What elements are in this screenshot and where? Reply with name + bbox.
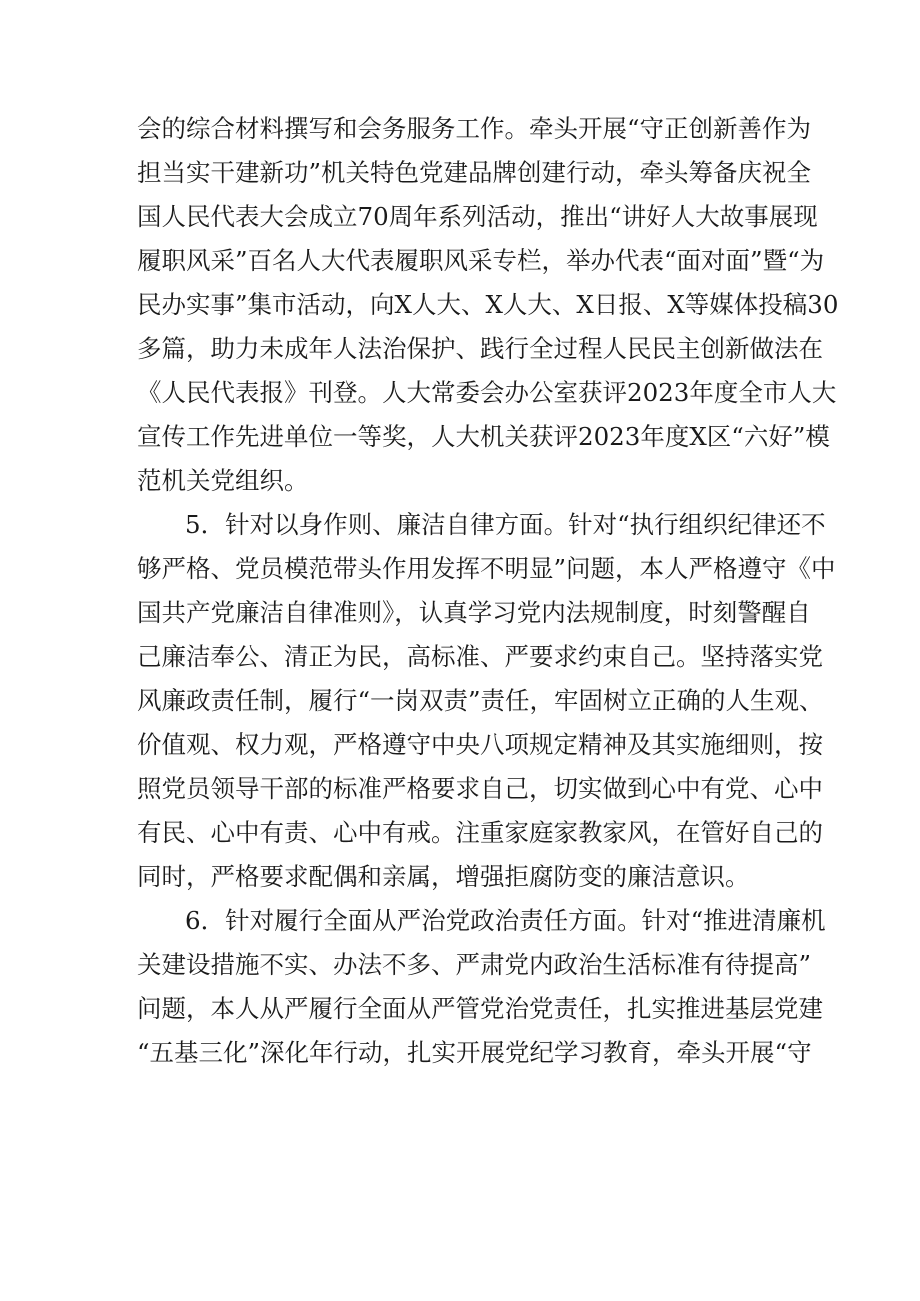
text-line-2: 担当实干建新功”机关特色党建品牌创建行动，牵头筹备庆祝全 [137, 158, 812, 187]
text-line-8: 宣传工作先进单位一等奖，人大机关获评2023年度X区“六好”模 [137, 422, 830, 451]
paragraph-5-start: 5．针对以身作则、廉洁自律方面。针对“执行组织纪律还不 [185, 510, 826, 539]
text-line-1: 会的综合材料撰写和会务服务工作。牵头开展“守正创新善作为 [137, 114, 812, 143]
text-line-13: 己廉洁奉公、清正为民，高标准、严要求约束自己。坚持落实党 [137, 642, 823, 671]
text-line-14: 风廉政责任制，履行“一岗双责”责任，牢固树立正确的人生观、 [137, 686, 824, 715]
paragraph-6-start: 6．针对履行全面从严治党政治责任方面。针对“推进清廉机 [185, 906, 826, 935]
body-text [137, 107, 839, 1075]
text-line-11: 够严格、党员模范带头作用发挥不明显”问题，本人严格遵守《中 [137, 554, 836, 583]
text-line-15: 价值观、权力观，严格遵守中央八项规定精神及其实施细则，按 [137, 730, 823, 759]
text-line-3: 国人民代表大会成立70周年系列活动，推出“讲好人大故事展现 [137, 202, 818, 231]
text-line-9: 范机关党组织。 [137, 466, 309, 495]
text-line-12: 国共产党廉洁自律准则》，认真学习党内法规制度，时刻警醒自 [137, 598, 811, 627]
text-line-22: “五基三化”深化年行动，扎实开展党纪学习教育，牵头开展“守 [137, 1038, 812, 1067]
text-line-20: 关建设措施不实、办法不多、严肃党内政治生活标准有待提高” [137, 950, 812, 979]
text-line-4: 履职风采”百名人大代表履职风采专栏，举办代表“面对面”暨“为 [137, 246, 825, 275]
text-line-21: 问题，本人从严履行全面从严管党治党责任，扎实推进基层党建 [137, 994, 823, 1023]
text-line-5: 民办实事”集市活动，向X人大、X人大、X日报、X等媒体投稿30 [137, 290, 839, 319]
text-line-17: 有民、心中有责、心中有戒。注重家庭家教家风，在管好自己的 [137, 818, 823, 847]
text-line-7: 《人民代表报》刊登。人大常委会办公室获评2023年度全市人大 [137, 378, 837, 407]
text-line-6: 多篇，助力未成年人法治保护、践行全过程人民民主创新做法在 [137, 334, 823, 363]
text-line-18: 同时，严格要求配偶和亲属，增强拒腐防变的廉洁意识。 [137, 862, 750, 891]
text-line-16: 照党员领导干部的标准严格要求自己，切实做到心中有党、心中 [137, 774, 823, 803]
